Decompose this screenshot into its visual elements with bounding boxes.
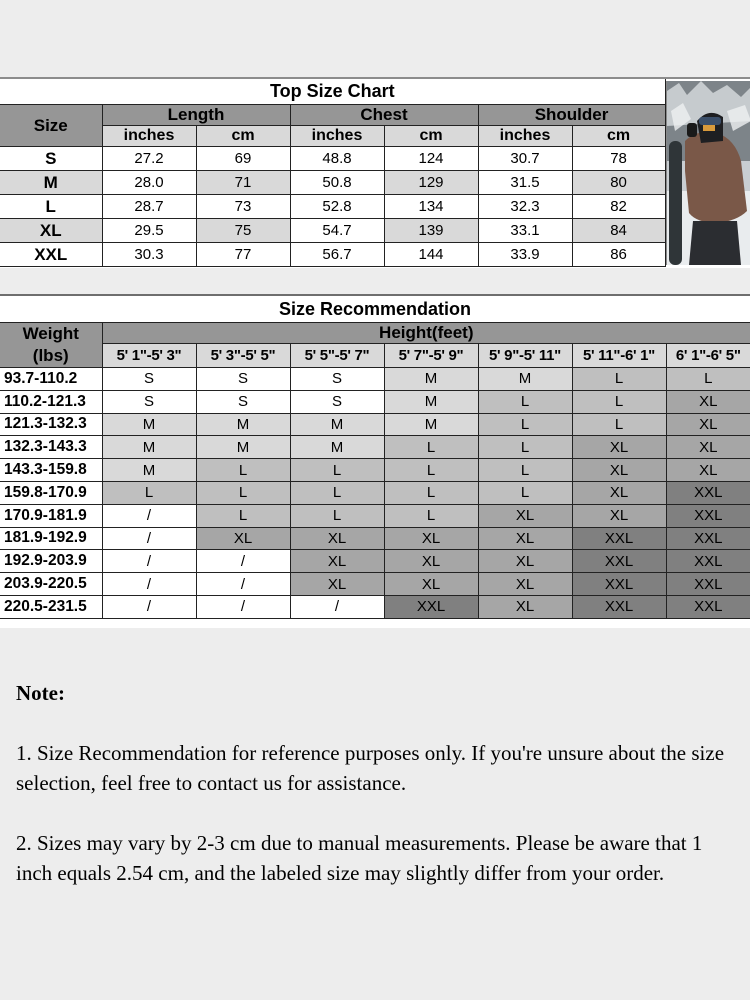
recommended-size-cell: XL xyxy=(478,573,572,596)
measurement-cell: 27.2 xyxy=(102,147,196,171)
size-label: M xyxy=(0,171,102,195)
recommended-size-cell: XL xyxy=(666,459,750,482)
recommended-size-cell: L xyxy=(478,459,572,482)
table-row xyxy=(0,390,750,413)
unit-header: inches xyxy=(478,126,572,147)
recommended-size-cell: XL xyxy=(478,550,572,573)
notes-section xyxy=(16,678,734,918)
table-row xyxy=(0,413,750,436)
height-range-header: 5' 9"-5' 11" xyxy=(478,344,572,368)
length-header: Length xyxy=(102,105,290,126)
measurement-cell: 28.0 xyxy=(102,171,196,195)
measurement-cell: 31.5 xyxy=(478,171,572,195)
recommended-size-cell: L xyxy=(478,481,572,504)
recommended-size-cell: L xyxy=(478,413,572,436)
recommended-size-cell: XXL xyxy=(572,573,666,596)
top-size-table xyxy=(0,79,666,267)
weight-range: 181.9-192.9 xyxy=(0,527,102,550)
table-row xyxy=(0,171,665,195)
measurement-cell: 28.7 xyxy=(102,195,196,219)
recommended-size-cell: XXL xyxy=(572,550,666,573)
measurement-cell: 32.3 xyxy=(478,195,572,219)
recommended-size-cell: M xyxy=(102,436,196,459)
note-item-1: 1. Size Recommendation for reference purposes only. If you're unsure about the size selection, feel free to contact us for assistance. xyxy=(16,741,725,795)
unit-header: inches xyxy=(290,126,384,147)
measurement-cell: 134 xyxy=(384,195,478,219)
measurement-cell: 30.7 xyxy=(478,147,572,171)
recommended-size-cell: XL xyxy=(384,527,478,550)
recommended-size-cell: XXL xyxy=(666,595,750,618)
recommended-size-cell: L xyxy=(478,390,572,413)
measurement-cell: 84 xyxy=(572,219,665,243)
measurement-cell: 80 xyxy=(572,171,665,195)
measurement-cell: 30.3 xyxy=(102,243,196,267)
recommended-size-cell: XL xyxy=(384,550,478,573)
recommended-size-cell: M xyxy=(102,459,196,482)
measurement-cell: 139 xyxy=(384,219,478,243)
chest-header: Chest xyxy=(290,105,478,126)
table-row xyxy=(0,527,750,550)
height-range-header: 5' 5"-5' 7" xyxy=(290,344,384,368)
weight-range: 93.7-110.2 xyxy=(0,368,102,391)
measurement-cell: 124 xyxy=(384,147,478,171)
recommended-size-cell: L xyxy=(196,504,290,527)
recommended-size-cell: XXL xyxy=(666,527,750,550)
recommended-size-cell: / xyxy=(102,527,196,550)
model-photo-image xyxy=(667,81,750,265)
note-item-2: 2. Sizes may vary by 2-3 cm due to manual measurements. Please be aware that 1 inch equals 2.54 cm, and the labeled size may slightly differ from your order. xyxy=(16,831,703,885)
measurement-cell: 144 xyxy=(384,243,478,267)
recommended-size-cell: S xyxy=(290,390,384,413)
recommended-size-cell: S xyxy=(102,368,196,391)
recommended-size-cell: XXL xyxy=(384,595,478,618)
recommended-size-cell: XL xyxy=(666,436,750,459)
recommended-size-cell: / xyxy=(196,550,290,573)
size-label: S xyxy=(0,147,102,171)
recommended-size-cell: L xyxy=(290,481,384,504)
size-label: L xyxy=(0,195,102,219)
size-recommendation-table xyxy=(0,296,750,619)
recommended-size-cell: L xyxy=(666,368,750,391)
unit-header: cm xyxy=(572,126,665,147)
measurement-cell: 73 xyxy=(196,195,290,219)
measurement-cell: 52.8 xyxy=(290,195,384,219)
recommended-size-cell: XXL xyxy=(666,504,750,527)
weight-range: 159.8-170.9 xyxy=(0,481,102,504)
recommended-size-cell: L xyxy=(478,436,572,459)
recommended-size-cell: XL xyxy=(384,573,478,596)
top-chart-title: Top Size Chart xyxy=(0,79,665,105)
weight-range: 121.3-132.3 xyxy=(0,413,102,436)
size-header: Size xyxy=(0,105,102,147)
recommended-size-cell: XL xyxy=(478,504,572,527)
measurement-cell: 50.8 xyxy=(290,171,384,195)
recommended-size-cell: M xyxy=(478,368,572,391)
recommended-size-cell: L xyxy=(572,368,666,391)
weight-range: 203.9-220.5 xyxy=(0,573,102,596)
model-photo xyxy=(666,81,750,265)
recommended-size-cell: XL xyxy=(572,481,666,504)
measurement-cell: 71 xyxy=(196,171,290,195)
height-range-header: 5' 7"-5' 9" xyxy=(384,344,478,368)
recommended-size-cell: L xyxy=(196,459,290,482)
recommended-size-cell: M xyxy=(384,368,478,391)
measurement-cell: 56.7 xyxy=(290,243,384,267)
recommended-size-cell: / xyxy=(102,573,196,596)
recommended-size-cell: L xyxy=(384,459,478,482)
size-label: XXL xyxy=(0,243,102,267)
recommended-size-cell: L xyxy=(572,413,666,436)
recommended-size-cell: XL xyxy=(572,459,666,482)
shoulder-header: Shoulder xyxy=(478,105,665,126)
recommended-size-cell: XXL xyxy=(572,595,666,618)
recommended-size-cell: XXL xyxy=(572,527,666,550)
weight-range: 132.3-143.3 xyxy=(0,436,102,459)
recommended-size-cell: XL xyxy=(290,573,384,596)
height-range-header: 5' 11"-6' 1" xyxy=(572,344,666,368)
weight-header: Weight (lbs) xyxy=(0,323,102,368)
unit-header: cm xyxy=(384,126,478,147)
recommended-size-cell: L xyxy=(102,481,196,504)
recommended-size-cell: M xyxy=(102,413,196,436)
measurement-cell: 129 xyxy=(384,171,478,195)
notes-title: Note: xyxy=(16,681,65,705)
measurement-cell: 29.5 xyxy=(102,219,196,243)
unit-header: inches xyxy=(102,126,196,147)
recommended-size-cell: XL xyxy=(572,436,666,459)
recommended-size-cell: L xyxy=(290,504,384,527)
weight-range: 143.3-159.8 xyxy=(0,459,102,482)
recommended-size-cell: M xyxy=(290,413,384,436)
measurement-cell: 86 xyxy=(572,243,665,267)
measurement-cell: 33.9 xyxy=(478,243,572,267)
recommended-size-cell: / xyxy=(102,595,196,618)
recommended-size-cell: / xyxy=(196,573,290,596)
recommended-size-cell: XL xyxy=(478,595,572,618)
measurement-cell: 82 xyxy=(572,195,665,219)
recommended-size-cell: / xyxy=(290,595,384,618)
table-row xyxy=(0,147,665,171)
recommended-size-cell: S xyxy=(290,368,384,391)
table-row xyxy=(0,436,750,459)
recommended-size-cell: XXL xyxy=(666,573,750,596)
measurement-cell: 48.8 xyxy=(290,147,384,171)
recommended-size-cell: L xyxy=(384,481,478,504)
recommended-size-cell: XL xyxy=(666,413,750,436)
height-range-header: 5' 1"-5' 3" xyxy=(102,344,196,368)
table-row xyxy=(0,481,750,504)
table-row xyxy=(0,550,750,573)
recommended-size-cell: L xyxy=(384,504,478,527)
table-row xyxy=(0,195,665,219)
recommended-size-cell: S xyxy=(196,368,290,391)
recommended-size-cell: XXL xyxy=(666,550,750,573)
recommended-size-cell: XL xyxy=(666,390,750,413)
recommended-size-cell: M xyxy=(290,436,384,459)
table-row xyxy=(0,243,665,267)
measurement-cell: 33.1 xyxy=(478,219,572,243)
table-row xyxy=(0,459,750,482)
recommended-size-cell: M xyxy=(384,413,478,436)
measurement-cell: 75 xyxy=(196,219,290,243)
weight-range: 110.2-121.3 xyxy=(0,390,102,413)
table-row xyxy=(0,573,750,596)
measurement-cell: 77 xyxy=(196,243,290,267)
size-recommendation xyxy=(0,294,750,628)
measurement-cell: 78 xyxy=(572,147,665,171)
unit-header: cm xyxy=(196,126,290,147)
table-row xyxy=(0,595,750,618)
measurement-cell: 69 xyxy=(196,147,290,171)
recommended-size-cell: L xyxy=(572,390,666,413)
recommended-size-cell: XL xyxy=(290,550,384,573)
recommended-size-cell: L xyxy=(196,481,290,504)
weight-range: 192.9-203.9 xyxy=(0,550,102,573)
recommended-size-cell: XL xyxy=(290,527,384,550)
table-row xyxy=(0,368,750,391)
recommendation-title: Size Recommendation xyxy=(0,296,750,323)
recommended-size-cell: S xyxy=(196,390,290,413)
size-label: XL xyxy=(0,219,102,243)
recommended-size-cell: XL xyxy=(478,527,572,550)
recommended-size-cell: S xyxy=(102,390,196,413)
weight-range: 170.9-181.9 xyxy=(0,504,102,527)
measurement-cell: 54.7 xyxy=(290,219,384,243)
recommended-size-cell: / xyxy=(196,595,290,618)
recommended-size-cell: L xyxy=(290,459,384,482)
table-row xyxy=(0,504,750,527)
recommended-size-cell: M xyxy=(196,413,290,436)
table-row xyxy=(0,219,665,243)
recommended-size-cell: XL xyxy=(572,504,666,527)
height-range-header: 6' 1"-6' 5" xyxy=(666,344,750,368)
recommended-size-cell: XL xyxy=(196,527,290,550)
top-size-chart xyxy=(0,77,750,268)
height-range-header: 5' 3"-5' 5" xyxy=(196,344,290,368)
recommended-size-cell: / xyxy=(102,504,196,527)
recommended-size-cell: M xyxy=(384,390,478,413)
recommended-size-cell: XXL xyxy=(666,481,750,504)
height-header: Height(feet) xyxy=(102,323,750,344)
recommended-size-cell: / xyxy=(102,550,196,573)
recommended-size-cell: L xyxy=(384,436,478,459)
weight-range: 220.5-231.5 xyxy=(0,595,102,618)
recommended-size-cell: M xyxy=(196,436,290,459)
